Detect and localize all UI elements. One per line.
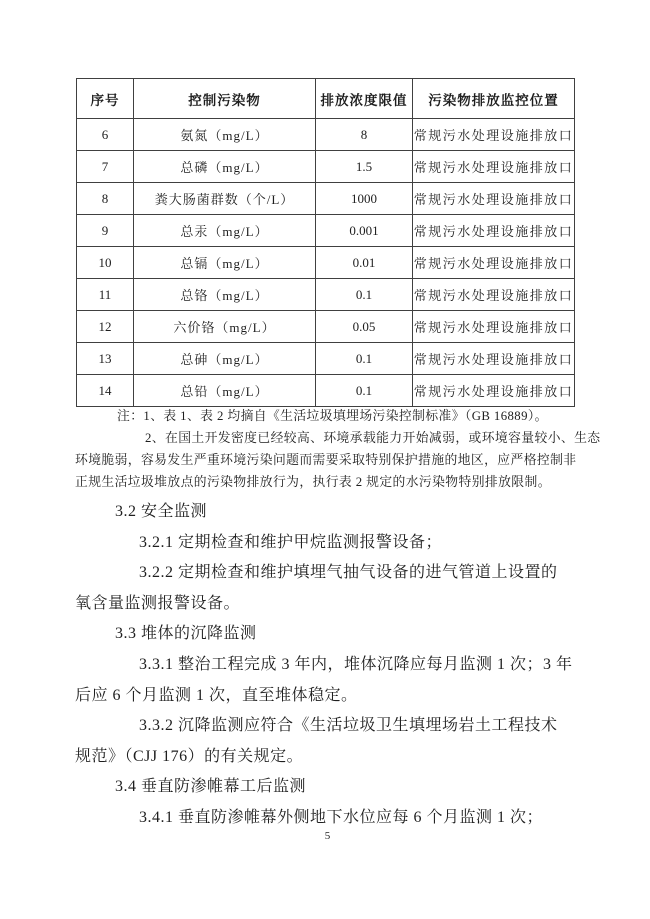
cell-limit: 1000 [316, 183, 413, 215]
cell-limit: 8 [316, 119, 413, 151]
table-row [77, 119, 575, 151]
clause-3-4-1: 3.4.1 垂直防渗帷幕外侧地下水位应每 6 个月监测 1 次； [139, 808, 544, 826]
table-row [77, 343, 575, 375]
clause-3-2-2-cont: 氧含量监测报警设备。 [75, 594, 241, 612]
cell-serial: 9 [77, 215, 134, 247]
clause-3-3-1: 3.3.1 整治工程完成 3 年内，堆体沉降应每月监测 1 次；3 年 [139, 655, 573, 673]
cell-location: 常规污水处理设施排放口 [413, 215, 575, 247]
cell-pollutant: 总砷（mg/L） [134, 343, 316, 375]
table-row [77, 247, 575, 279]
cell-location: 常规污水处理设施排放口 [413, 279, 575, 311]
table-row [77, 375, 575, 407]
header-control-pollutant: 控制污染物 [134, 79, 316, 119]
cell-limit: 0.05 [316, 311, 413, 343]
cell-pollutant: 粪大肠菌群数（个/L） [134, 183, 316, 215]
note-line: 环境脆弱，容易发生严重环境污染问题而需要采取特别保护措施的地区，应严格控制非 [75, 453, 577, 467]
header-serial-number: 序号 [77, 79, 134, 119]
cell-location: 常规污水处理设施排放口 [413, 247, 575, 279]
cell-location: 常规污水处理设施排放口 [413, 311, 575, 343]
cell-limit: 0.01 [316, 247, 413, 279]
note-line: 正规生活垃圾堆放点的污染物排放行为，执行表 2 规定的水污染物特别排放限制。 [75, 475, 551, 489]
cell-pollutant: 总镉（mg/L） [134, 247, 316, 279]
cell-serial: 11 [77, 279, 134, 311]
pollutant-limits-table [76, 78, 575, 407]
table-header-row [77, 79, 575, 119]
cell-pollutant: 总铅（mg/L） [134, 375, 316, 407]
header-emission-limit: 排放浓度限值 [316, 79, 413, 119]
table-row [77, 311, 575, 343]
note-line: 2、在国土开发密度已经较高、环境承载能力开始减弱，或环境容量较小、生态 [145, 431, 601, 445]
table-row [77, 279, 575, 311]
cell-pollutant: 总铬（mg/L） [134, 279, 316, 311]
cell-serial: 10 [77, 247, 134, 279]
section-heading-3-2: 3.2 安全监测 [115, 503, 208, 520]
cell-limit: 0.001 [316, 215, 413, 247]
section-heading-3-4: 3.4 垂直防渗帷幕工后监测 [115, 778, 307, 796]
cell-serial: 7 [77, 151, 134, 183]
cell-pollutant: 氨氮（mg/L） [134, 119, 316, 151]
cell-location: 常规污水处理设施排放口 [413, 183, 575, 215]
section-heading-3-3: 3.3 堆体的沉降监测 [115, 625, 257, 643]
cell-pollutant: 总汞（mg/L） [134, 215, 316, 247]
cell-pollutant: 总磷（mg/L） [134, 151, 316, 183]
cell-limit: 0.1 [316, 375, 413, 407]
cell-location: 常规污水处理设施排放口 [413, 151, 575, 183]
table-row [77, 183, 575, 215]
cell-limit: 1.5 [316, 151, 413, 183]
cell-serial: 13 [77, 343, 134, 375]
note-line: 注：1、表 1、表 2 均摘自《生活垃圾填埋场污染控制标准》（GB 16889）。 [117, 409, 548, 423]
clause-3-3-2-cont: 规范》（CJJ 176）的有关规定。 [75, 747, 304, 765]
table-row [77, 151, 575, 183]
header-monitoring-location: 污染物排放监控位置 [413, 79, 575, 119]
table-row [77, 215, 575, 247]
cell-limit: 0.1 [316, 279, 413, 311]
cell-location: 常规污水处理设施排放口 [413, 375, 575, 407]
clause-3-2-1: 3.2.1 定期检查和维护甲烷监测报警设备； [139, 533, 443, 551]
page-number: 5 [324, 830, 331, 842]
cell-serial: 6 [77, 119, 134, 151]
cell-pollutant: 六价铬（mg/L） [134, 311, 316, 343]
cell-limit: 0.1 [316, 343, 413, 375]
clause-3-3-2: 3.3.2 沉降监测应符合《生活垃圾卫生填埋场岩土工程技术 [139, 717, 558, 735]
cell-serial: 12 [77, 311, 134, 343]
cell-serial: 8 [77, 183, 134, 215]
table-notes [75, 405, 601, 493]
document-body [75, 497, 587, 834]
cell-location: 常规污水处理设施排放口 [413, 119, 575, 151]
clause-3-2-2: 3.2.2 定期检查和维护填埋气抽气设备的进气管道上设置的 [139, 564, 558, 582]
cell-serial: 14 [77, 375, 134, 407]
cell-location: 常规污水处理设施排放口 [413, 343, 575, 375]
clause-3-3-1-cont: 后应 6 个月监测 1 次，直至堆体稳定。 [75, 686, 358, 704]
